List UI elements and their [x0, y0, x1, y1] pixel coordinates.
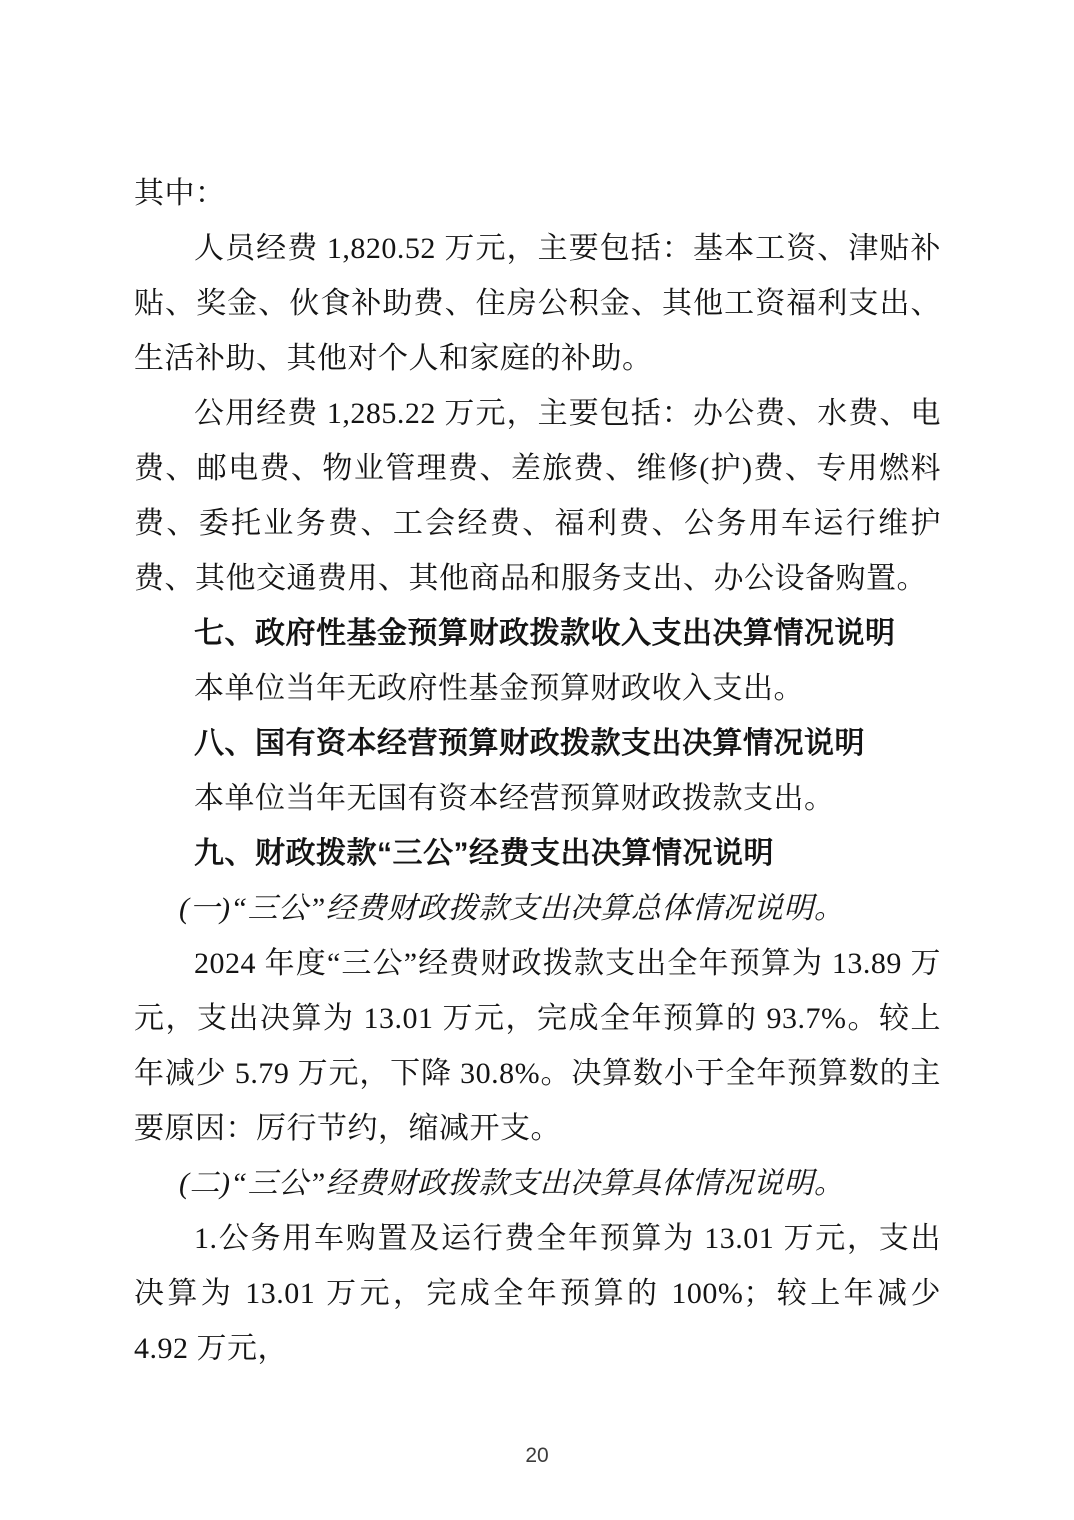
document-content	[134, 166, 941, 1376]
paragraph-overall-detail: 2024 年度“三公”经费财政拨款支出全年预算为 13.89 万元，支出决算为 13.01 万元，完成全年预算的 93.7%。较上年减少 5.79 万元，下降 30.8%。决算数小于全年预算数的主要原因：厉行节约，缩减开支。	[134, 947, 941, 1145]
section-heading-seven: 七、政府性基金预算财政拨款收入支出决算情况说明	[194, 617, 896, 650]
section-heading-eight: 八、国有资本经营预算财政拨款支出决算情况说明	[194, 727, 865, 760]
paragraph-vehicle-detail: 1.公务用车购置及运行费全年预算为 13.01 万元，支出决算为 13.01 万元，完成全年预算的 100%；较上年减少 4.92 万元，	[134, 1222, 941, 1365]
paragraph-public-funds: 公用经费 1,285.22 万元，主要包括：办公费、水费、电费、邮电费、物业管理费、差旅费、维修(护)费、专用燃料费、委托业务费、工会经费、福利费、公务用车运行维护费、其他交通费用、其他商品和服务支出、办公设备购置。	[134, 397, 941, 595]
paragraph-qizhong: 其中：	[134, 177, 226, 210]
subheading-overall: (一)“三公”经费财政拨款支出决算总体情况说明。	[179, 892, 845, 925]
page-number: 20	[525, 1444, 549, 1467]
paragraph-state-capital-none: 本单位当年无国有资本经营预算财政拨款支出。	[194, 782, 835, 815]
paragraph-personnel-funds: 人员经费 1,820.52 万元，主要包括：基本工资、津贴补贴、奖金、伙食补助费、住房公积金、其他工资福利支出、生活补助、其他对个人和家庭的补助。	[134, 232, 941, 375]
paragraph-govt-fund-none: 本单位当年无政府性基金预算财政收入支出。	[194, 672, 804, 705]
subheading-specific: (二)“三公”经费财政拨款支出决算具体情况说明。	[179, 1167, 845, 1200]
section-heading-nine: 九、财政拨款“三公”经费支出决算情况说明	[194, 837, 774, 870]
